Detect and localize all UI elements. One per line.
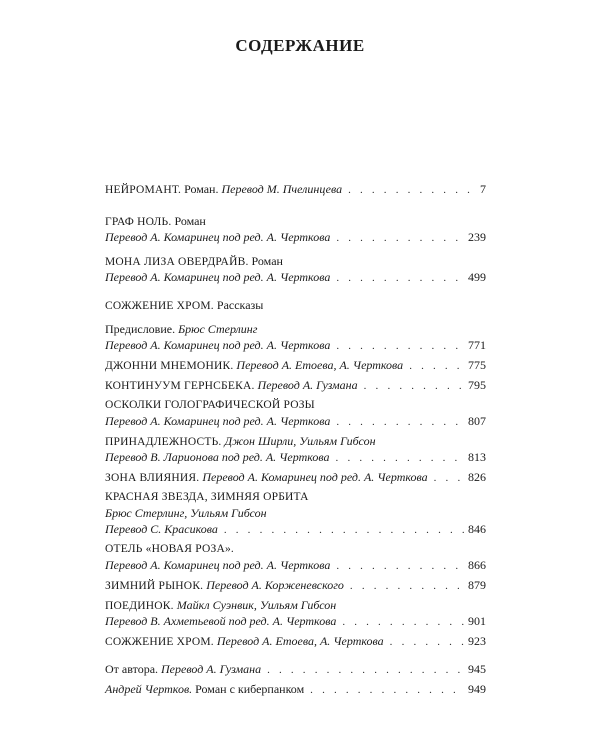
entry-translator: Перевод А. Комаринец под ред. А. Черткова [105,230,331,244]
toc-entry-hologram-credit[interactable] [105,412,486,430]
dot-leader [224,521,464,539]
dot-leader [336,557,464,575]
entry-translator: Перевод В. Ларионова под ред. А. Черткова [105,450,330,464]
entry-title: ОСКОЛКИ ГОЛОГРАФИЧЕСКОЙ РОЗЫ [105,399,315,411]
entry-title: МОНА ЛИЗА ОВЕРДРАЙВ. [105,256,249,268]
page-number: 826 [468,470,486,484]
entry-title: ПОЕДИНОК. [105,600,174,612]
page-number: 795 [468,378,486,392]
entry-label: От автора. [105,662,159,676]
entry-translator: Перевод В. Ахметьевой под ред. А. Черткова [105,614,337,628]
page-number: 775 [468,358,486,372]
dot-leader [434,469,464,487]
section-kind: Рассказы [216,298,264,312]
entry-translator: Перевод А. Комаринец под ред. А. Черткова [105,270,331,284]
page-number: 499 [468,270,486,284]
toc-entry-afterword[interactable] [105,680,486,698]
toc-entry-johnny[interactable] [105,356,486,374]
entry-kind: Роман [174,214,206,228]
page-number: 945 [468,662,486,676]
entry-translator: Перевод А. Етоева, А. Черткова [236,358,404,372]
page-number: 879 [468,578,486,592]
entry-translator: Перевод А. Етоева, А. Черткова [216,634,384,648]
page-number: 7 [480,182,486,196]
dot-leader [336,413,464,431]
toc-entry-red-star-credit[interactable] [105,520,486,538]
page-number: 813 [468,450,486,464]
entry-translator: Перевод А. Комаринец под ред. А. Черткова [105,414,331,428]
entry-translator: Перевод М. Пчелинцева [221,182,343,196]
toc-entry-burning-chrome-story[interactable] [105,632,486,650]
entry-title: ГРАФ НОЛЬ. [105,216,172,228]
page-title: СОДЕРЖАНИЕ [235,36,365,55]
entry-authors: Майкл Суэнвик, Уильям Гибсон [176,598,337,612]
entry-title: НЕЙРОМАНТ. [105,184,182,196]
dot-leader [336,449,464,467]
dot-leader [267,661,464,679]
page-number: 807 [468,414,486,428]
dot-leader [409,357,464,375]
entry-translator: Перевод А. Корженевского [206,578,344,592]
dot-leader [342,613,464,631]
entry-translator: Перевод А. Комаринец под ред. А. Черткова [105,558,331,572]
page-number: 239 [468,230,486,244]
toc-entry-impact[interactable] [105,468,486,486]
dot-leader [390,633,464,651]
entry-translator: Перевод А. Комаринец под ред. А. Черткова [105,338,331,352]
entry-title: ОТЕЛЬ «НОВАЯ РОЗА». [105,543,234,555]
entry-translator: Перевод С. Красикова [105,522,218,536]
dot-leader [336,269,464,287]
toc-entry-belonging-credit[interactable] [105,448,486,466]
entry-title: ДЖОННИ МНЕМОНИК. [105,360,234,372]
page-number: 901 [468,614,486,628]
toc-entry-from-author[interactable] [105,660,486,678]
entry-title: КРАСНАЯ ЗВЕЗДА, ЗИМНЯЯ ОРБИТА [105,491,309,503]
entry-kind: Роман. [184,182,219,196]
entry-title: ПРИНАДЛЕЖНОСТЬ. [105,436,222,448]
toc-entry-gernsback[interactable] [105,376,486,394]
entry-translator: Перевод А. Гузмана [257,378,358,392]
entry-title: СОЖЖЕНИЕ ХРОМ. [105,636,214,648]
dot-leader [348,181,476,199]
entry-title: Роман с киберпанком [195,682,305,696]
toc-entry-new-rose-credit[interactable] [105,556,486,574]
entry-authors: Брюс Стерлинг, Уильям Гибсон [105,506,267,520]
toc-entry-mona-lisa-credit[interactable] [105,268,486,286]
dot-leader [350,577,464,595]
page-number: 949 [468,682,486,696]
toc-entry-preface-credit[interactable] [105,336,486,354]
entry-translator: Перевод А. Гузмана [161,662,262,676]
entry-kind: Роман [251,254,283,268]
page-number: 771 [468,338,486,352]
toc-section-burning-chrome[interactable] [105,296,486,314]
toc-entry-neuromancer[interactable] [105,180,486,198]
dot-leader [336,337,464,355]
section-title: СОЖЖЕНИЕ ХРОМ. [105,300,214,312]
entry-authors: Джон Ширли, Уильям Гибсон [224,434,376,448]
page-number: 866 [468,558,486,572]
dot-leader [336,229,464,247]
entry-author: Андрей Чертков. [105,682,193,696]
entry-title: ЗИМНИЙ РЫНОК. [105,580,204,592]
page-number: 846 [468,522,486,536]
entry-label: Предисловие. [105,322,176,336]
entry-author: Брюс Стерлинг [178,322,258,336]
toc-entry-duel-credit[interactable] [105,612,486,630]
entry-title: КОНТИНУУМ ГЕРНСБЕКА. [105,380,255,392]
toc-entry-count-zero-credit[interactable] [105,228,486,246]
toc-entry-winter-market[interactable] [105,576,486,594]
dot-leader [310,681,464,699]
page-number: 923 [468,634,486,648]
dot-leader [364,377,464,395]
entry-title: ЗОНА ВЛИЯНИЯ. [105,472,200,484]
entry-translator: Перевод А. Комаринец под ред. А. Черткова [202,470,428,484]
